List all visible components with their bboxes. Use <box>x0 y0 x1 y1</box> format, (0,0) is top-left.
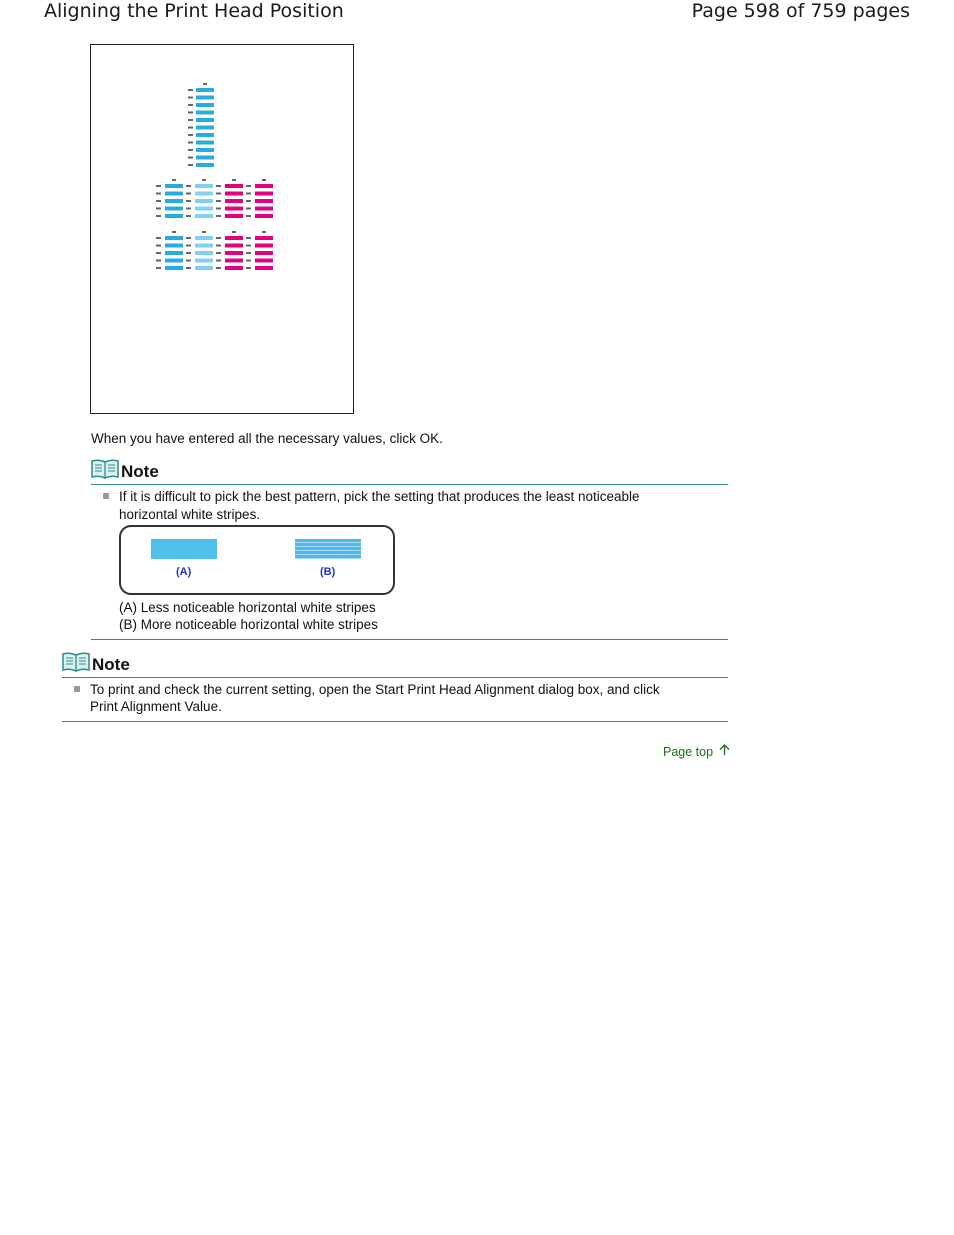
pattern-bar <box>225 244 243 248</box>
pattern-tick <box>188 134 193 136</box>
pattern-bar <box>196 88 214 92</box>
pattern-bar <box>195 251 213 255</box>
pattern-bar <box>255 207 273 211</box>
sample-a-swatch <box>151 539 217 559</box>
pattern-bar <box>195 184 213 188</box>
pattern-tick <box>186 245 191 247</box>
pattern-tick <box>156 200 161 202</box>
pattern-bar <box>255 244 273 248</box>
pattern-bar <box>196 133 214 137</box>
pattern-tick <box>156 267 161 269</box>
pattern-tick <box>216 260 221 262</box>
open-book-icon <box>62 651 90 678</box>
sample-a-label: (A) <box>176 566 192 578</box>
note2-text-line1: To print and check the current setting, open the Start Print Head Alignment dialog box, and click <box>90 682 660 697</box>
pattern-tick <box>188 157 193 159</box>
pattern-bar <box>255 184 273 188</box>
pattern-bar <box>196 111 214 115</box>
note-heading-1 <box>91 458 728 485</box>
pattern-tick <box>232 179 236 181</box>
pattern-bar <box>196 126 214 130</box>
pattern-bar <box>225 214 243 218</box>
pattern-tick <box>156 260 161 262</box>
pattern-tick <box>186 200 191 202</box>
pattern-tick <box>216 252 221 254</box>
pattern-tick <box>186 260 191 262</box>
pattern-tick <box>232 231 236 233</box>
pattern-tick <box>246 185 251 187</box>
pattern-bar <box>165 251 183 255</box>
note1-text-line1: If it is difficult to pick the best pattern, pick the setting that produces the least noticeable <box>119 489 640 504</box>
note2-divider <box>62 721 728 722</box>
pattern-bar <box>165 184 183 188</box>
pattern-bar <box>225 199 243 203</box>
pattern-tick <box>186 185 191 187</box>
pattern-bar <box>195 199 213 203</box>
pattern-tick <box>186 267 191 269</box>
pattern-tick <box>156 215 161 217</box>
pattern-tick <box>188 104 193 106</box>
pattern-tick <box>246 237 251 239</box>
pattern-tick <box>202 179 206 181</box>
pattern-tick <box>216 208 221 210</box>
pattern-tick <box>172 231 176 233</box>
pattern-tick <box>188 149 193 151</box>
pattern-tick <box>186 252 191 254</box>
pattern-bar <box>255 236 273 240</box>
pattern-bar <box>195 214 213 218</box>
pattern-bar <box>196 163 214 167</box>
pattern-bar <box>196 103 214 107</box>
pattern-tick <box>246 200 251 202</box>
note-heading-2 <box>62 651 728 678</box>
pattern-bar <box>165 244 183 248</box>
pattern-tick <box>188 97 193 99</box>
pattern-tick <box>216 237 221 239</box>
pattern-tick <box>186 215 191 217</box>
pattern-tick <box>216 200 221 202</box>
pattern-bar <box>225 236 243 240</box>
arrow-up-icon <box>719 744 730 759</box>
pattern-bar <box>195 244 213 248</box>
note-label: Note <box>121 462 159 481</box>
pattern-bar <box>195 266 213 270</box>
pattern-bar <box>225 207 243 211</box>
pattern-tick <box>216 185 221 187</box>
pattern-bar <box>225 184 243 188</box>
pattern-tick <box>246 260 251 262</box>
pattern-tick <box>188 142 193 144</box>
pattern-tick <box>186 237 191 239</box>
instruction-text: When you have entered all the necessary values, click OK. <box>91 431 443 446</box>
pattern-bar <box>196 148 214 152</box>
pattern-bar <box>165 266 183 270</box>
pattern-tick <box>246 252 251 254</box>
note2-text-line2: Print Alignment Value. <box>90 699 222 714</box>
pattern-tick <box>156 185 161 187</box>
alignment-pattern-image <box>91 45 353 413</box>
pattern-tick <box>188 127 193 129</box>
pattern-tick <box>246 215 251 217</box>
pattern-tick <box>156 193 161 195</box>
pattern-tick <box>156 208 161 210</box>
pattern-bar <box>255 214 273 218</box>
stripe-comparison-figure <box>119 525 395 595</box>
pattern-bar <box>196 96 214 100</box>
pattern-bar <box>255 266 273 270</box>
pattern-tick <box>186 193 191 195</box>
pattern-bar <box>196 141 214 145</box>
page-counter: Page 598 of 759 pages <box>691 0 910 22</box>
pattern-tick <box>246 193 251 195</box>
alignment-pattern-figure <box>90 44 354 414</box>
pattern-bar <box>255 251 273 255</box>
pattern-bar <box>195 236 213 240</box>
pattern-tick <box>188 164 193 166</box>
pattern-tick <box>246 245 251 247</box>
list-bullet <box>103 493 109 499</box>
pattern-bar <box>165 259 183 263</box>
pattern-bar <box>165 199 183 203</box>
note-label: Note <box>92 655 130 674</box>
pattern-tick <box>262 179 266 181</box>
pattern-bar <box>225 266 243 270</box>
document-title: Aligning the Print Head Position <box>44 0 344 22</box>
pattern-tick <box>186 208 191 210</box>
pattern-tick <box>262 231 266 233</box>
caption-b: (B) More noticeable horizontal white stripes <box>119 617 378 632</box>
sample-b-label: (B) <box>320 566 336 578</box>
pattern-tick <box>188 119 193 121</box>
pattern-tick <box>172 179 176 181</box>
note1-text-line2: horizontal white stripes. <box>119 507 261 522</box>
pattern-bar <box>165 207 183 211</box>
pattern-bar <box>165 192 183 196</box>
pattern-bar <box>225 251 243 255</box>
pattern-tick <box>156 237 161 239</box>
note1-divider <box>91 639 728 640</box>
pattern-bar <box>196 118 214 122</box>
pattern-tick <box>216 215 221 217</box>
pattern-tick <box>216 245 221 247</box>
sample-b-swatch <box>295 539 361 559</box>
pattern-tick <box>188 89 193 91</box>
pattern-bar <box>255 259 273 263</box>
pattern-tick <box>188 112 193 114</box>
pattern-tick <box>216 267 221 269</box>
pattern-tick <box>246 208 251 210</box>
pattern-bar <box>165 214 183 218</box>
pattern-bar <box>255 192 273 196</box>
caption-a: (A) Less noticeable horizontal white stripes <box>119 600 376 615</box>
pattern-tick <box>156 252 161 254</box>
pattern-tick <box>156 245 161 247</box>
pattern-bar <box>255 199 273 203</box>
pattern-bar <box>165 236 183 240</box>
pattern-bar <box>195 192 213 196</box>
pattern-bar <box>195 259 213 263</box>
pattern-bar <box>225 192 243 196</box>
pattern-bar <box>196 156 214 160</box>
page-top-label: Page top <box>663 745 714 759</box>
page-top-link[interactable] <box>663 744 730 759</box>
list-bullet <box>74 686 80 692</box>
open-book-icon <box>91 458 119 485</box>
pattern-tick <box>202 231 206 233</box>
pattern-bar <box>195 207 213 211</box>
pattern-tick <box>246 267 251 269</box>
pattern-tick <box>216 193 221 195</box>
pattern-tick <box>203 83 207 85</box>
pattern-bar <box>225 259 243 263</box>
